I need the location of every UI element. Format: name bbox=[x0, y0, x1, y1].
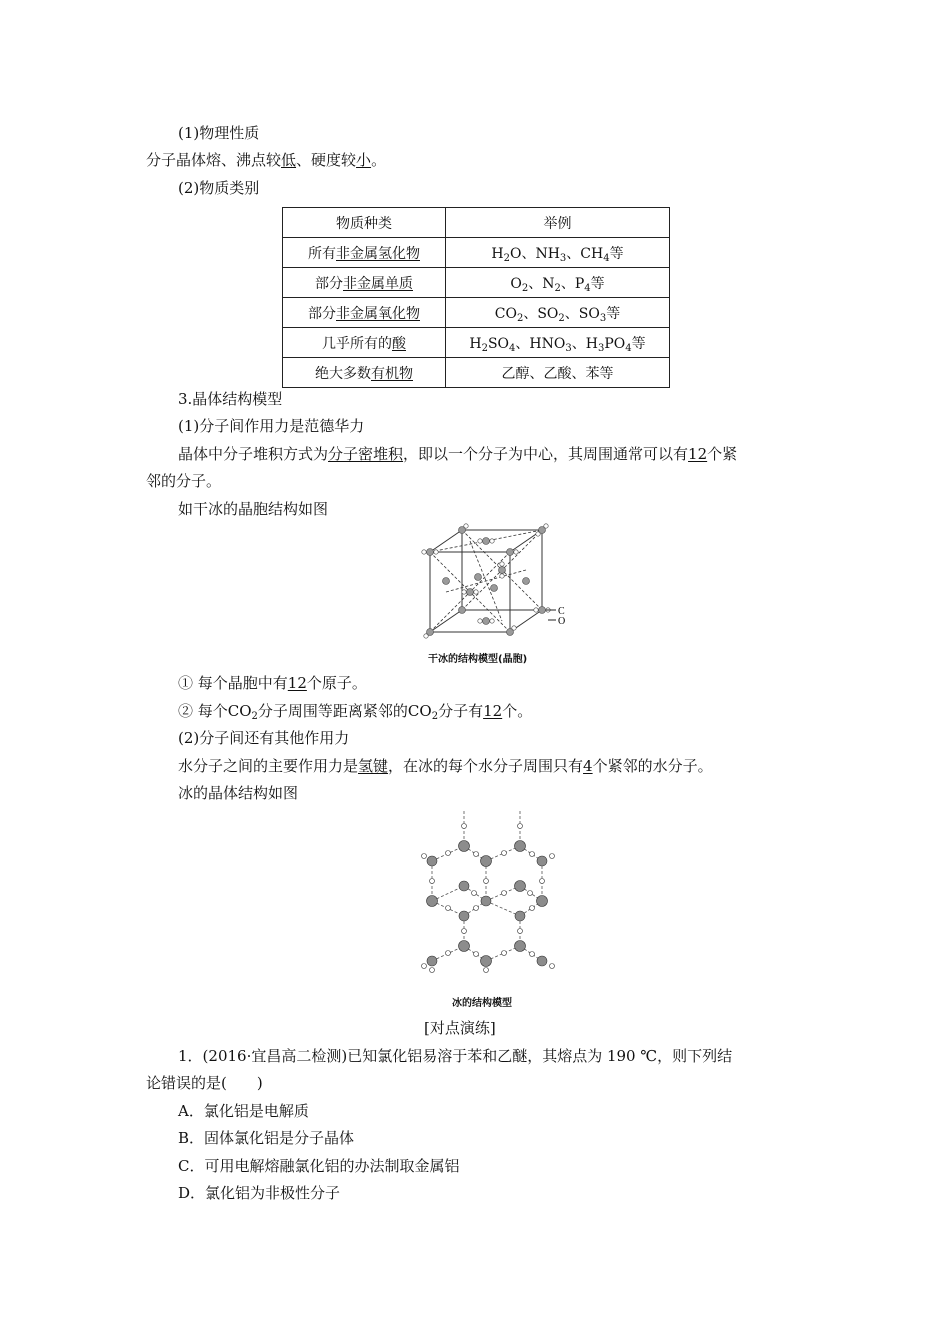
section-heading-structure: 3.晶体结构模型 bbox=[178, 390, 283, 408]
packing-paragraph: 晶体中分子堆积方式为分子密堆积，即以一个分子为中心，其周围通常可以有12个紧 bbox=[178, 445, 738, 463]
physical-property-text: 分子晶体熔、沸点较低、硬度较小。 bbox=[146, 151, 387, 169]
carbon-label: C bbox=[558, 606, 565, 617]
hydrogen-bond-paragraph: 水分子之间的主要作用力是氢键，在冰的每个水分子周围只有4个紧邻的水分子。 bbox=[178, 757, 713, 775]
column-header: 物质种类 bbox=[283, 208, 446, 238]
option-d: D．氯化铝为非极性分子 bbox=[178, 1184, 341, 1202]
section-heading-physical: (1)物理性质 bbox=[178, 124, 260, 142]
practice-title: [对点演练] bbox=[424, 1019, 496, 1037]
option-b: B．固体氯化铝是分子晶体 bbox=[178, 1129, 355, 1147]
table-cell: $O_2$、$N_2$、$P_4$等 bbox=[446, 268, 670, 298]
packing-paragraph-cont: 邻的分子。 bbox=[146, 472, 222, 490]
table-cell: 乙醇、乙酸、苯等 bbox=[446, 358, 670, 388]
answer-small: 小 bbox=[356, 151, 372, 169]
table-cell: 绝大多数有机物 bbox=[283, 358, 446, 388]
ice-intro: 冰的晶体结构如图 bbox=[178, 784, 299, 802]
dry-ice-unit-cell-figure bbox=[416, 522, 576, 642]
table-row bbox=[283, 238, 670, 268]
table-cell: 几乎所有的酸 bbox=[283, 328, 446, 358]
ice-caption: 冰的结构模型 bbox=[452, 998, 512, 1009]
subheading-other-forces: (2)分子间还有其他作用力 bbox=[178, 729, 350, 747]
table-header-row bbox=[283, 208, 670, 238]
table-cell: $H_2SO_4$、$HNO_3$、$H_3PO_4$等 bbox=[446, 328, 670, 358]
table-cell: $H_2O$、$NH_3$、$CH_4$等 bbox=[446, 238, 670, 268]
dry-ice-intro: 如干冰的晶胞结构如图 bbox=[178, 500, 329, 518]
question-text: 1．(2016·宜昌高二检测)已知氯化铝易溶于苯和乙醚，其熔点为 190 ℃，则下列结 bbox=[178, 1047, 733, 1065]
table-cell: 部分非金属单质 bbox=[283, 268, 446, 298]
column-header: 举例 bbox=[446, 208, 670, 238]
point-two: ② 每个$CO_2$分子周围等距离紧邻的$CO_2$分子有12个。 bbox=[178, 702, 533, 722]
table-row bbox=[283, 358, 670, 388]
table-cell: $CO_2$、$SO_2$、$SO_3$等 bbox=[446, 298, 670, 328]
oxygen-label: O bbox=[558, 616, 566, 627]
section-heading-category: (2)物质类别 bbox=[178, 179, 260, 197]
table-row bbox=[283, 328, 670, 358]
table-cell: 所有非金属氢化物 bbox=[283, 238, 446, 268]
table-row bbox=[283, 298, 670, 328]
substance-category-table bbox=[282, 207, 670, 388]
point-one: ① 每个晶胞中有12个原子。 bbox=[178, 674, 367, 692]
ice-structure-figure bbox=[414, 806, 564, 986]
table-cell: 部分非金属氧化物 bbox=[283, 298, 446, 328]
dry-ice-caption: 干冰的结构模型(晶胞) bbox=[428, 654, 528, 665]
question-text-cont: 论错误的是( ) bbox=[146, 1074, 263, 1092]
answer-low: 低 bbox=[281, 151, 297, 169]
option-c: C．可用电解熔融氯化铝的办法制取金属铝 bbox=[178, 1157, 460, 1175]
subheading-vdw: (1)分子间作用力是范德华力 bbox=[178, 417, 365, 435]
table-row bbox=[283, 268, 670, 298]
option-a: A．氯化铝是电解质 bbox=[178, 1102, 309, 1120]
